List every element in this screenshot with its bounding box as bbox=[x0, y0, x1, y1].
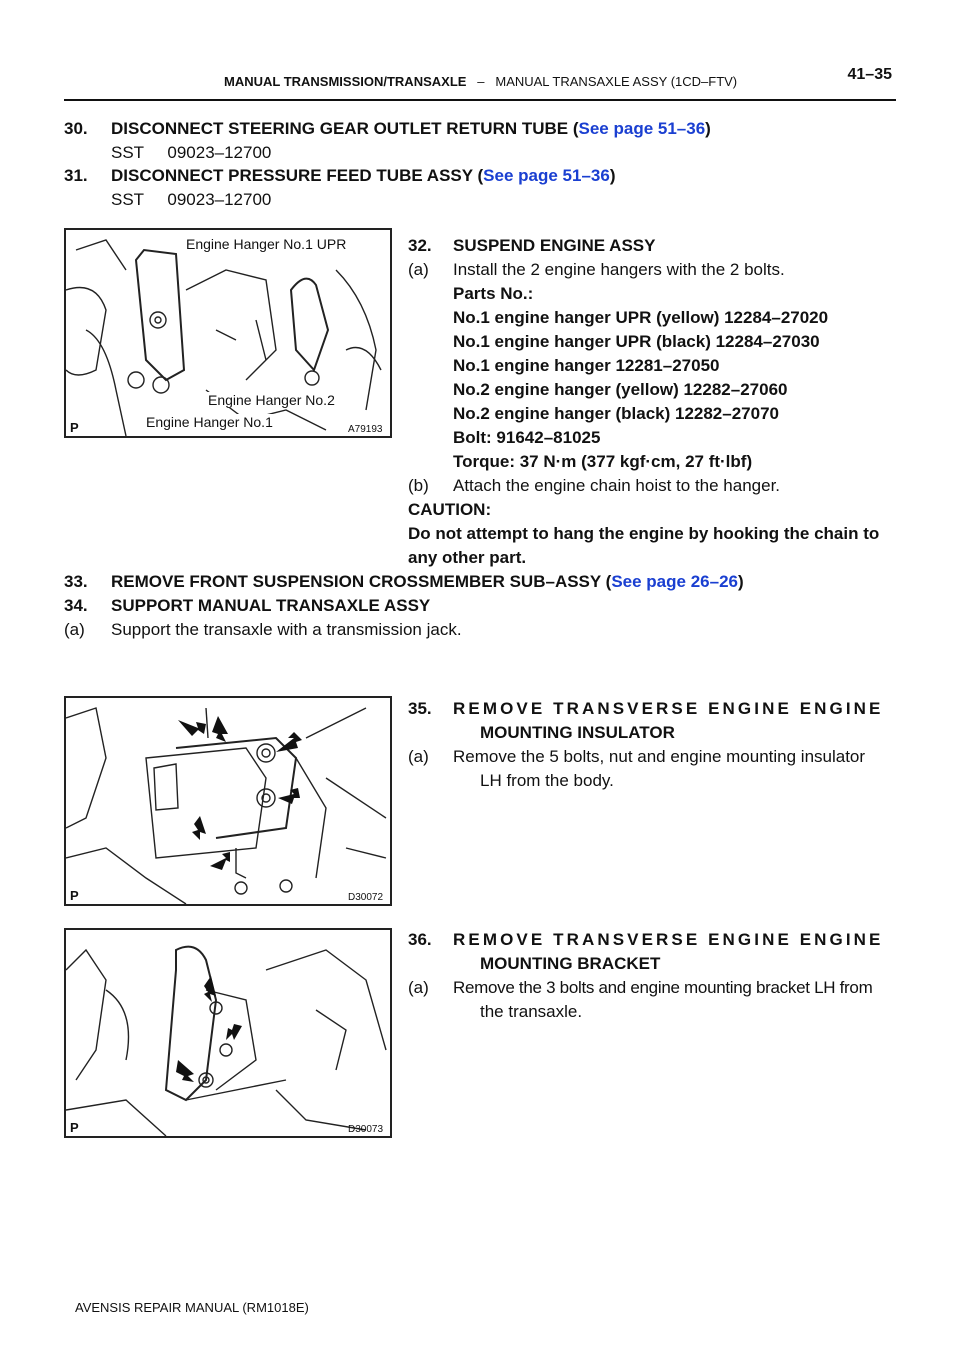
step-36-number: 36. bbox=[408, 930, 432, 949]
caution-title: CAUTION: bbox=[408, 500, 492, 519]
step-36-a-line-2: the transaxle. bbox=[480, 1002, 583, 1021]
step-34-number: 34. bbox=[64, 596, 88, 615]
figure-3-id: D30073 bbox=[348, 1124, 384, 1135]
step-31-close: ) bbox=[609, 166, 616, 185]
page-number: 41–35 bbox=[847, 66, 892, 83]
step-32-title: SUSPEND ENGINE ASSY bbox=[453, 236, 656, 255]
label-engine-hanger-no1: Engine Hanger No.1 bbox=[146, 414, 273, 430]
step-36-a-line-1: Remove the 3 bolts and engine mounting bracket LH from bbox=[453, 978, 873, 997]
part-line: No.2 engine hanger (black) 12282–27070 bbox=[453, 404, 779, 423]
mounting-bracket-illustration bbox=[66, 930, 390, 1136]
step-32-b-text: Attach the engine chain hoist to the hanger. bbox=[453, 476, 781, 495]
step-30-title-text: DISCONNECT STEERING GEAR OUTLET RETURN TUBE ( bbox=[111, 119, 579, 138]
header-rule bbox=[64, 99, 896, 101]
step-34-title: SUPPORT MANUAL TRANSAXLE ASSY bbox=[111, 596, 431, 615]
figure-2-id: D30072 bbox=[348, 892, 384, 903]
running-header bbox=[224, 74, 737, 89]
figure-1-id: A79193 bbox=[348, 424, 383, 435]
figure-mounting-bracket bbox=[64, 928, 392, 1138]
figure-3-p-mark: P bbox=[70, 1120, 79, 1135]
parts-title: Parts No.: bbox=[453, 284, 534, 303]
figure-engine-hangers bbox=[64, 228, 392, 438]
step-36-title-line-1: REMOVE TRANSVERSE ENGINE ENGINE bbox=[453, 930, 884, 949]
torque-spec: Torque: 37 N·m (377 kgf·cm, 27 ft·lbf) bbox=[453, 452, 753, 471]
part-line: No.1 engine hanger UPR (black) 12284–27030 bbox=[453, 332, 820, 351]
step-33-close: ) bbox=[737, 572, 744, 591]
part-line: No.1 engine hanger UPR (yellow) 12284–27020 bbox=[453, 308, 829, 327]
step-32-b-label: (b) bbox=[408, 476, 429, 495]
step-33-link[interactable]: See page 26–26 bbox=[611, 572, 738, 591]
step-36-title-line-2: MOUNTING BRACKET bbox=[480, 954, 661, 973]
step-31-title-text: DISCONNECT PRESSURE FEED TUBE ASSY ( bbox=[111, 166, 484, 185]
mounting-insulator-illustration bbox=[66, 698, 390, 904]
step-32-a-label: (a) bbox=[408, 260, 429, 279]
step-30-number: 30. bbox=[64, 119, 88, 138]
step-31-title bbox=[111, 164, 616, 188]
label-engine-hanger-no1-upr: Engine Hanger No.1 UPR bbox=[186, 236, 347, 252]
step-33-number: 33. bbox=[64, 572, 88, 591]
step-35-number: 35. bbox=[408, 699, 432, 718]
part-line: Bolt: 91642–81025 bbox=[453, 428, 601, 447]
figure-2-p-mark: P bbox=[70, 888, 79, 903]
step-35-a-line-2: LH from the body. bbox=[480, 771, 614, 790]
step-34-a-text: Support the transaxle with a transmission jack. bbox=[111, 620, 462, 639]
step-32-a-text: Install the 2 engine hangers with the 2 bolts. bbox=[453, 260, 785, 279]
step-32-number: 32. bbox=[408, 236, 432, 255]
step-34-a-label: (a) bbox=[64, 620, 85, 639]
header-subsection: MANUAL TRANSAXLE ASSY (1CD–FTV) bbox=[495, 74, 738, 89]
header-section: MANUAL TRANSMISSION/TRANSAXLE bbox=[224, 74, 467, 89]
step-33-title bbox=[111, 570, 744, 594]
step-30-link[interactable]: See page 51–36 bbox=[578, 119, 706, 138]
part-line: No.1 engine hanger 12281–27050 bbox=[453, 356, 720, 375]
step-30-title bbox=[111, 117, 711, 141]
step-31-sst: SST 09023–12700 bbox=[111, 190, 272, 209]
caution-line-1: Do not attempt to hang the engine by hooking the chain to bbox=[408, 524, 880, 543]
part-line: No.2 engine hanger (yellow) 12282–27060 bbox=[453, 380, 788, 399]
step-35-a-label: (a) bbox=[408, 747, 429, 766]
step-31-link[interactable]: See page 51–36 bbox=[483, 166, 610, 185]
step-35-a-line-1: Remove the 5 bolts, nut and engine mounting insulator bbox=[453, 747, 866, 766]
step-30-close: ) bbox=[705, 119, 711, 138]
step-35-title-line-2: MOUNTING INSULATOR bbox=[480, 723, 675, 742]
step-33-title-text: REMOVE FRONT SUSPENSION CROSSMEMBER SUB–ASSY ( bbox=[111, 572, 612, 591]
step-31-number: 31. bbox=[64, 166, 88, 185]
figure-1-p-mark: P bbox=[70, 420, 79, 435]
step-30-sst: SST 09023–12700 bbox=[111, 143, 272, 162]
label-engine-hanger-no2: Engine Hanger No.2 bbox=[208, 392, 335, 408]
header-separator: – bbox=[477, 74, 485, 89]
caution-line-2: any other part. bbox=[408, 548, 527, 567]
footer: AVENSIS REPAIR MANUAL (RM1018E) bbox=[75, 1300, 309, 1315]
step-36-a-label: (a) bbox=[408, 978, 429, 997]
step-35-title-line-1: REMOVE TRANSVERSE ENGINE ENGINE bbox=[453, 699, 884, 718]
figure-mounting-insulator bbox=[64, 696, 392, 906]
